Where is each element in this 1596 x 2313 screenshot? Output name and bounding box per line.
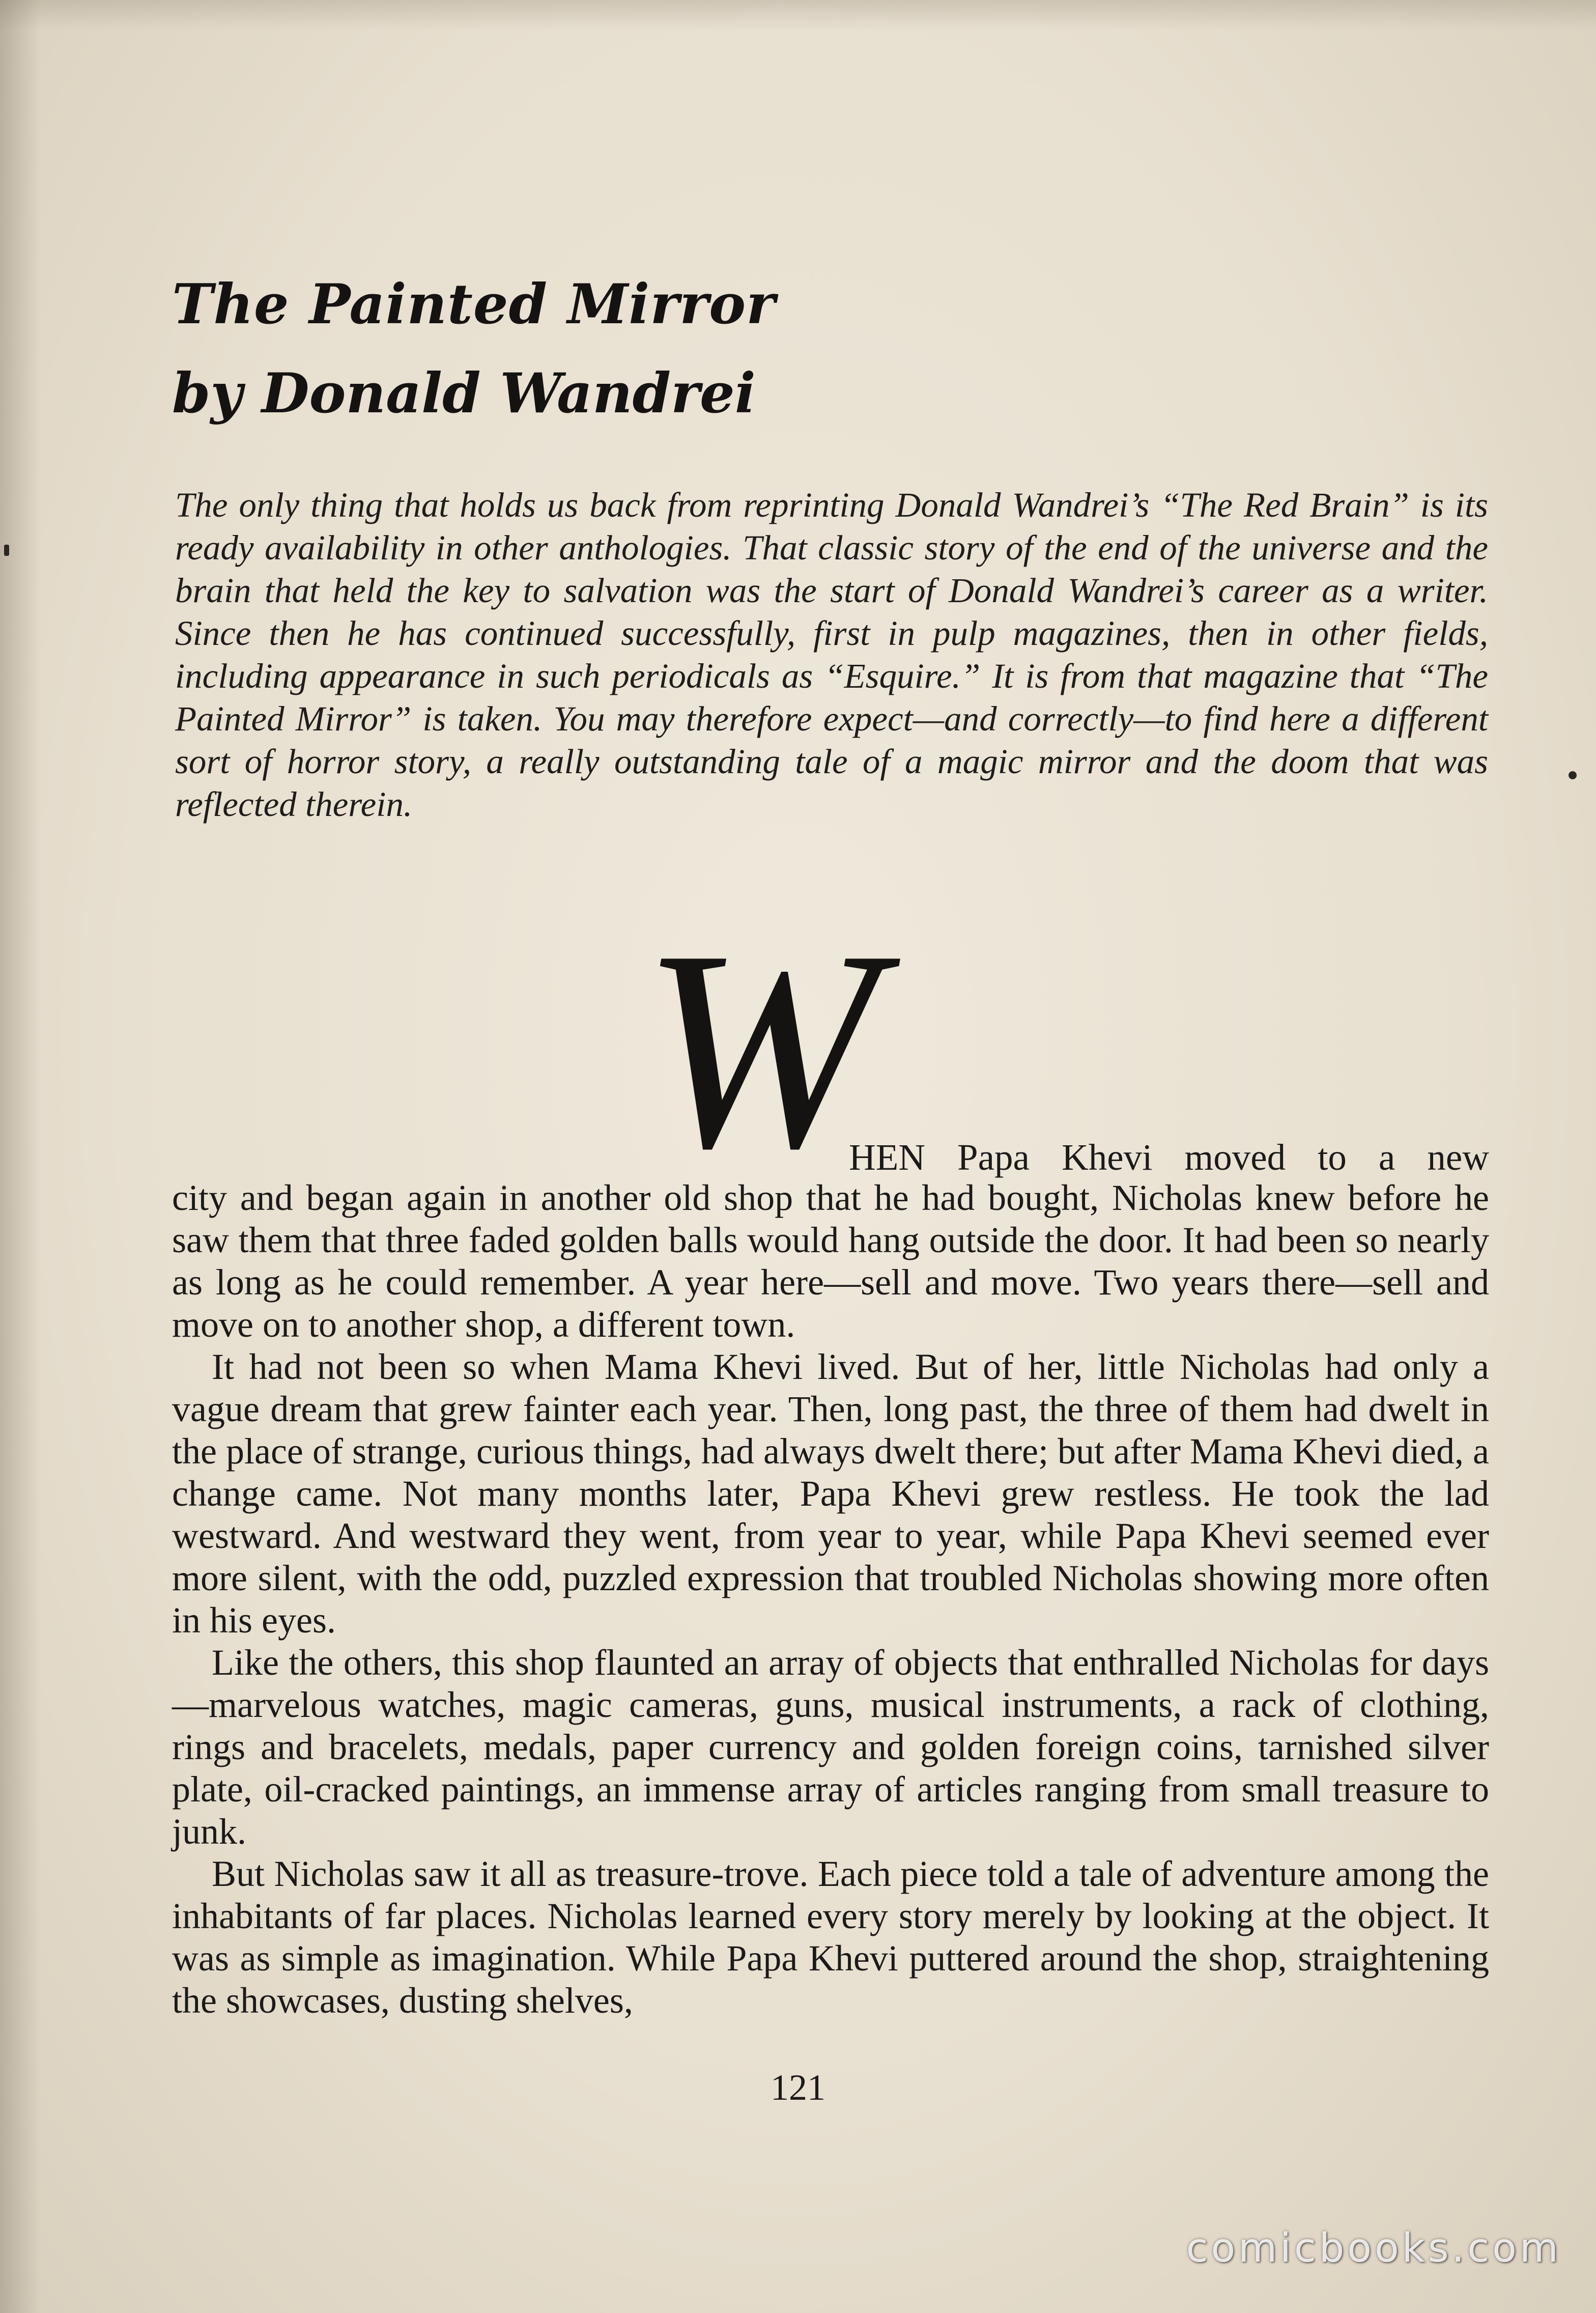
body-paragraph-1: city and began again in another old shop that he had bought, Nicholas knew before he saw them that three faded golden balls would hang outside the door. It had been so nearly as long as he could remember. A year here—sell and move. Two years there—sell and move on to another shop, a different town. — [172, 1177, 1489, 1345]
print-speck — [1569, 771, 1577, 779]
story-first-line: HEN Papa Khevi moved to a new — [849, 1137, 1489, 1178]
top-edge-shade — [0, 0, 1596, 31]
intro-paragraph: The only thing that holds us back from reprinting Donald Wandrei’s “The Red Brain” is its ready availability in other anthologies. That classic story of the end of the universe and the brain that held the key to salvation was the start of Donald Wandrei’s career as a writer. Since then he has continued successfully, first in pulp magazines, then in other fields, including appearance in such periodicals as “Esquire.” It is from that magazine that “The Painted Mirror” is taken. You may therefore expect—and correctly—to find here a different sort of horror story, a really outstanding tale of a magic mirror and the doom that was reflected therein. — [175, 486, 1488, 824]
dropcap-letter: W — [641, 921, 879, 1166]
editorial-intro — [175, 484, 1488, 826]
page-number: 121 — [771, 2067, 825, 2108]
story-byline: by Donald Wandrei — [172, 361, 756, 426]
body-paragraph-3: Like the others, this shop flaunted an array of objects that enthralled Nicholas for days—marvelous watches, magic cameras, guns, musical instruments, a rack of clothing, rings and bracelets, medals, paper currency and golden foreign coins, tarnished silver plate, oil-cracked paintings, an immense array of articles ranging from small treasure to junk. — [172, 1642, 1489, 1852]
watermark-logo: comicbooks.com — [1186, 2225, 1561, 2271]
story-title: The Painted Mirror — [172, 272, 776, 336]
dropcap-initial — [636, 921, 962, 1166]
story-body — [172, 1177, 1489, 2022]
body-paragraph-2: It had not been so when Mama Khevi lived. But of her, little Nicholas had only a vague dream that grew fainter each year. Then, long past, the three of them had dwelt in the place of strange, curious things, had always dwelt there; but after Mama Khevi died, a change came. Not many months later, Papa Khevi grew restless. He took the lad westward. And westward they went, from year to year, while Papa Khevi seemed ever more silent, with the odd, puzzled expression that troubled Nicholas showing more often in his eyes. — [172, 1346, 1489, 1641]
body-paragraph-4: But Nicholas saw it all as treasure-trove. Each piece told a tale of adventure among the inhabitants of far places. Nicholas learned every story merely by looking at the object. It was as simple as imagination. While Papa Khevi puttered around the shop, straightening the showcases, dusting shelves, — [172, 1853, 1489, 2021]
print-speck — [4, 545, 9, 556]
binding-shadow — [0, 0, 41, 2313]
